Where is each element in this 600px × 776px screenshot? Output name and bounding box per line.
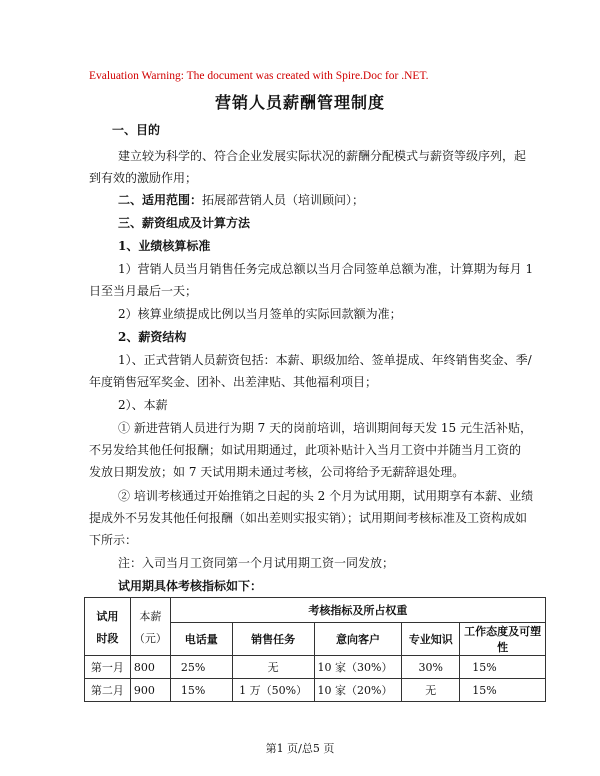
row-cell: 15% xyxy=(460,679,546,702)
note: 注：入司当月工资同第一个月试用期工资一同发放； xyxy=(118,556,395,570)
row-cell: 无 xyxy=(402,679,460,702)
row-cell: 10 家（30%） xyxy=(314,656,402,679)
row-base: 800 xyxy=(130,656,170,679)
clause-2-line-1: ② 培训考核通过开始推销之日起的头 2 个月为试用期，试用期享有本薪、业绩 xyxy=(118,489,534,503)
section-1-line-2: 到有效的激励作用； xyxy=(89,171,198,185)
header-group: 考核指标及所占权重 xyxy=(170,598,545,623)
clause-2-line-3: 下所示： xyxy=(89,533,138,547)
clause-2-line-2: 提成外不另发其他任何报酬（如出差则实报实销）；试用期间考核标准及工资构成如 xyxy=(89,511,528,525)
subsection-2-p2: 2）、本薪 xyxy=(118,398,168,412)
row-period: 第一月 xyxy=(85,656,131,679)
clause-1-line-3: 发放日期发放；如 7 天试用期未通过考核，公司将给予无薪辞退处理。 xyxy=(89,465,465,479)
clause-1-line-2: 不另发给其他任何报酬；如试用期通过，此项补贴计入当月工资中并随当月工资的 xyxy=(89,443,522,457)
row-cell: 25% xyxy=(170,656,232,679)
row-cell: 15% xyxy=(460,656,546,679)
section-1-line-1: 建立较为科学的、符合企业发展实际状况的薪酬分配模式与薪资等级序列，起 xyxy=(118,149,527,163)
header-col-prospects: 意向客户 xyxy=(314,623,402,656)
section-2-text: 拓展部营销人员（培训顾问）； xyxy=(202,193,365,207)
table-header-row xyxy=(85,598,546,623)
subsection-1-p1-line-2: 日至当月最后一天； xyxy=(89,284,198,298)
header-base-salary: 本薪 （元） xyxy=(130,598,170,656)
header-col-calls: 电话量 xyxy=(170,623,232,656)
subsection-1-p1-line-1: 1）营销人员当月销售任务完成总额以当月合同签单总额为准，计算期为每月 1 xyxy=(118,262,534,276)
row-cell: 10 家（20%） xyxy=(314,679,402,702)
subsection-1-heading: 1、业绩核算标准 xyxy=(118,239,211,253)
page-footer: 第1 页/总5 页 xyxy=(265,742,335,755)
header-col-knowledge: 专业知识 xyxy=(402,623,460,656)
row-period: 第二月 xyxy=(85,679,131,702)
table-row xyxy=(85,656,546,679)
header-col-attitude: 工作态度及可塑性 xyxy=(460,623,546,656)
table-caption: 试用期具体考核指标如下： xyxy=(118,579,263,593)
evaluation-warning: Evaluation Warning: The document was created with Spire.Doc for .NET. xyxy=(89,70,429,82)
document-title: 营销人员薪酬管理制度 xyxy=(214,93,385,112)
section-3-heading: 三、薪资组成及计算方法 xyxy=(118,216,251,230)
header-col-sales-task: 销售任务 xyxy=(232,623,314,656)
row-cell: 30% xyxy=(402,656,460,679)
header-period: 试用 时段 xyxy=(85,598,131,656)
subsection-2-p1-line-1: 1）、正式营销人员薪资包括：本薪、职级加给、签单提成、年终销售奖金、季/ xyxy=(118,353,532,367)
section-2 xyxy=(118,192,364,208)
row-cell: 无 xyxy=(232,656,314,679)
row-cell: 15% xyxy=(170,679,232,702)
subsection-2-p1-line-2: 年度销售冠军奖金、团补、出差津贴、其他福利项目； xyxy=(89,375,378,389)
assessment-table xyxy=(84,597,546,702)
row-base: 900 xyxy=(130,679,170,702)
section-2-heading: 二、适用范围： xyxy=(118,193,203,207)
row-cell: 1 万（50%） xyxy=(232,679,314,702)
subsection-1-p2: 2）核算业绩提成比例以当月签单的实际回款额为准； xyxy=(118,307,402,321)
section-1-heading: 一、目的 xyxy=(112,123,161,137)
table-row xyxy=(85,679,546,702)
subsection-2-heading: 2、薪资结构 xyxy=(118,330,187,344)
clause-1-line-1: ① 新进营销人员进行为期 7 天的岗前培训，培训期间每天发 15 元生活补贴， xyxy=(118,421,532,435)
